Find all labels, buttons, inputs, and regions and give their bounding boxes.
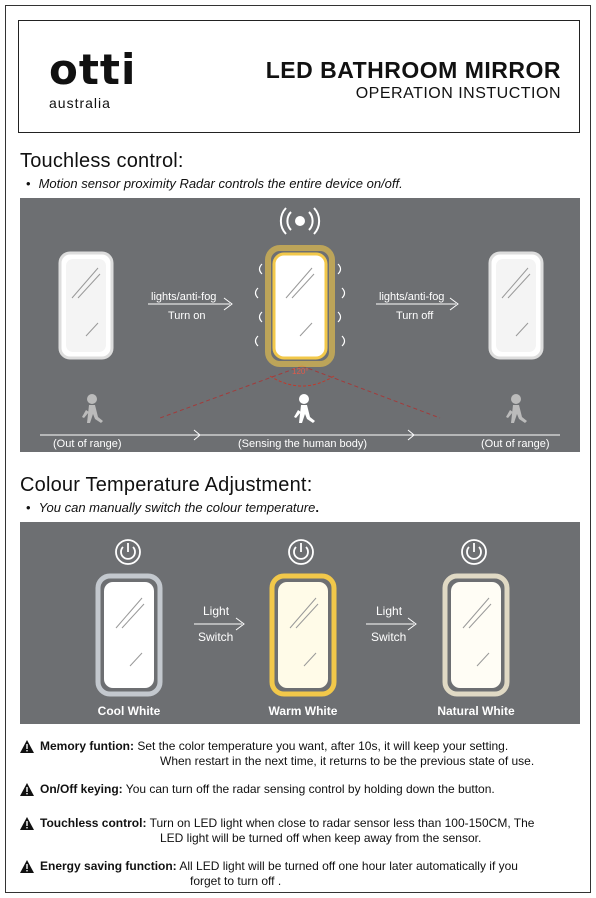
arrow-on-top-label: lights/anti-fog xyxy=(151,291,217,303)
document-subtitle: OPERATION INSTUCTION xyxy=(355,85,561,102)
logo-wordmark: otti xyxy=(49,45,137,94)
label-cool-white: Cool White xyxy=(97,704,161,718)
arrow-off-bottom-label: Turn off xyxy=(396,310,434,322)
colour-note: • You can manually switch the colour temperature. xyxy=(26,500,319,515)
warning-icon xyxy=(20,860,34,873)
note-energy-cont: forget to turn off . xyxy=(190,874,282,888)
colour-note-end: . xyxy=(315,500,319,515)
touchless-illustration xyxy=(20,198,580,452)
note-memory-text: Set the color temperature you want, after 10s, it will keep your setting. xyxy=(134,739,509,753)
touchless-note-text: Motion sensor proximity Radar controls the entire device on/off. xyxy=(38,176,403,191)
switch-arrow-2-bottom: Switch xyxy=(371,630,407,644)
touchless-diagram xyxy=(20,198,580,452)
warning-icon xyxy=(20,817,34,830)
warning-icon xyxy=(20,740,34,753)
note-touchless-text: Turn on LED light when close to radar sensor less than 100-150CM, The xyxy=(146,816,535,830)
radar-sensor-icon xyxy=(281,208,319,234)
note-onoff-text: You can turn off the radar sensing control by holding down the button. xyxy=(122,782,495,796)
range-right-label: (Out of range) xyxy=(481,438,550,450)
person-out-of-range-left xyxy=(82,394,103,423)
switch-arrow-1-top: Light xyxy=(203,604,230,618)
arrow-on-bottom-label: Turn on xyxy=(168,310,206,322)
note-energy-text: All LED light will be turned off one hour later automatically if you xyxy=(176,859,518,873)
warning-icon xyxy=(20,783,34,796)
touchless-note: • Motion sensor proximity Radar controls the entire device on/off. xyxy=(26,176,403,191)
label-natural-white: Natural White xyxy=(437,704,515,718)
note-touchless-cont: LED light will be turned off when keep away from the sensor. xyxy=(160,831,482,845)
touchless-section-title: Touchless control: xyxy=(20,150,184,172)
radar-angle-label: 120° xyxy=(292,367,309,376)
label-warm-white: Warm White xyxy=(268,704,338,718)
document-title: LED BATHROOM MIRROR xyxy=(265,57,561,83)
note-memory-head: Memory funtion: xyxy=(40,739,134,753)
range-middle-label: (Sensing the human body) xyxy=(238,438,368,450)
colour-section-title: Colour Temperature Adjustment: xyxy=(20,474,313,496)
note-onoff-head: On/Off keying: xyxy=(40,782,123,796)
instruction-sheet xyxy=(5,5,591,893)
arrow-off-top-label: lights/anti-fog xyxy=(379,291,445,303)
person-sensing xyxy=(294,394,315,423)
switch-arrow-2-top: Light xyxy=(376,604,403,618)
colour-illustration xyxy=(20,522,580,724)
power-icon-cool xyxy=(116,540,140,564)
logo-subtitle: australia xyxy=(49,95,111,111)
colour-note-text: You can manually switch the colour temperature xyxy=(38,500,316,515)
switch-arrow-1-bottom: Switch xyxy=(198,630,234,644)
note-energy-head: Energy saving function: xyxy=(40,859,177,873)
brand-logo xyxy=(49,45,149,111)
range-left-label: (Out of range) xyxy=(53,438,122,450)
power-icon-warm xyxy=(289,540,313,564)
note-memory-cont: When restart in the next time, it returns to be the previous state of use. xyxy=(160,754,535,768)
header-box xyxy=(18,20,580,133)
person-out-of-range-right xyxy=(506,394,527,423)
colour-diagram xyxy=(20,522,580,724)
power-icon-natural xyxy=(462,540,486,564)
note-touchless-head: Touchless control: xyxy=(40,816,147,830)
